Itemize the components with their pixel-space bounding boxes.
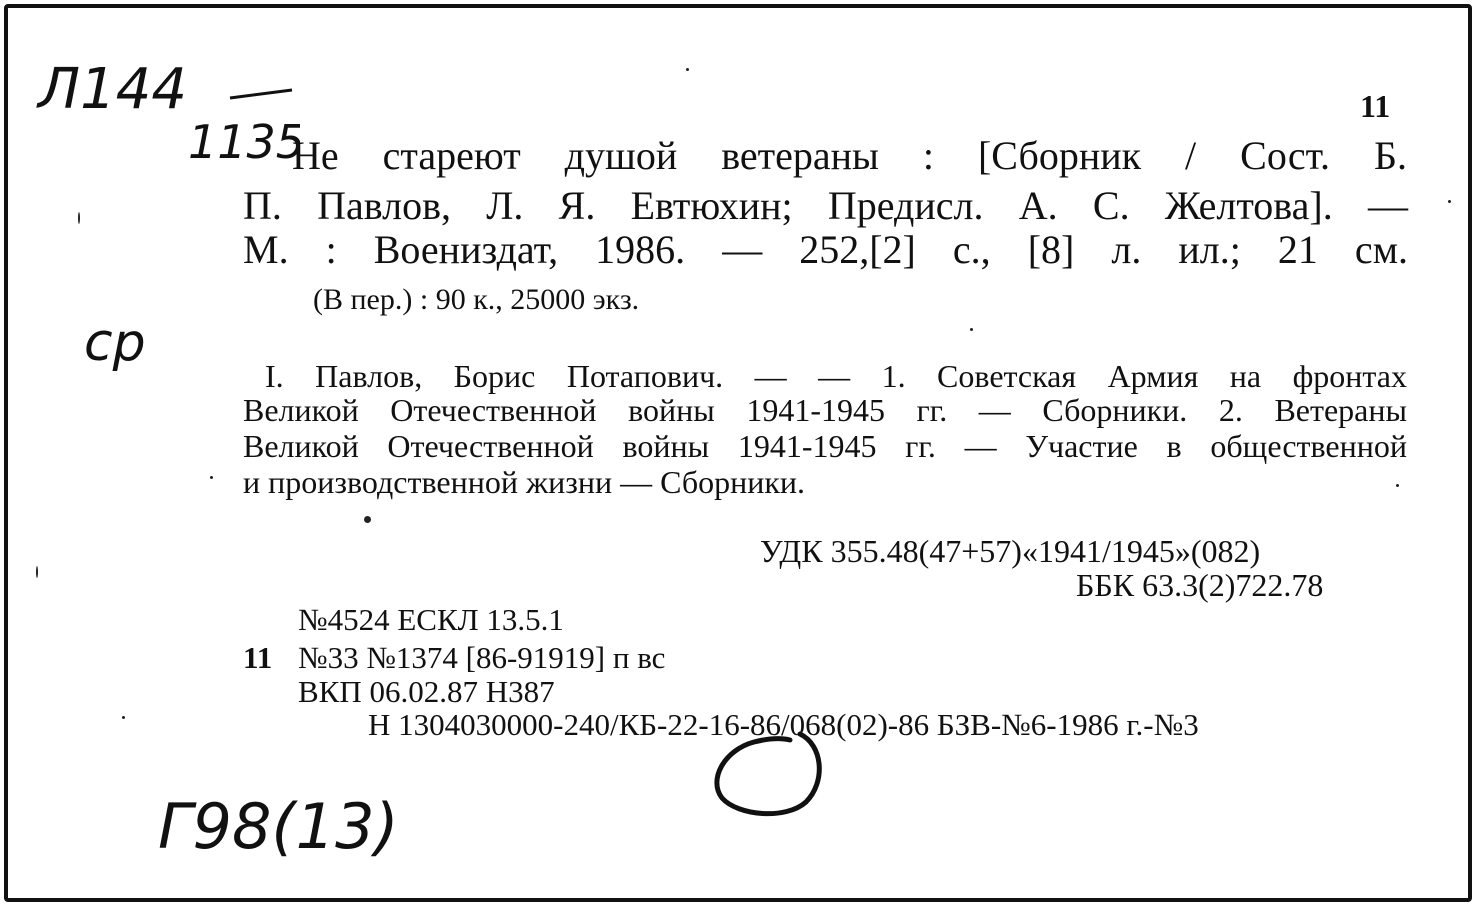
title-line-2: П. Павлов, Л. Я. Евтюхин; Предисл. А. С. Желтова]. — xyxy=(243,183,1408,228)
speck xyxy=(686,68,689,71)
speck xyxy=(122,716,125,719)
handwritten-mark-bottom xyxy=(150,770,430,880)
handwritten-mark-left-drawing xyxy=(78,300,168,380)
speck xyxy=(210,476,213,479)
price-line: (В пер.) : 90 к., 25000 экз. xyxy=(313,283,640,316)
service-line-1: №4524 ЕСКЛ 13.5.1 xyxy=(298,602,564,637)
bbk-line: ББК 63.3(2)722.78 xyxy=(1076,567,1324,603)
mark-bottom-text: Г98(13) xyxy=(158,790,399,863)
speck xyxy=(78,212,80,224)
handwritten-shelfmark xyxy=(30,38,300,168)
shelfmark-top-text: Л144 xyxy=(38,57,187,122)
card-number: 11 xyxy=(1360,88,1391,124)
subject-line-4: и производственной жизни — Сборники. xyxy=(243,464,806,500)
shelfmark-sub-text: 1135 xyxy=(188,115,300,168)
handwritten-shelfmark-drawing xyxy=(30,38,300,168)
shelfmark-divider xyxy=(230,90,292,98)
subject-line-2: Великой Отечественной войны 1941-1945 гг. — Сборники. 2. Ветераны xyxy=(243,392,1407,428)
subject-line-3: Великой Отечественной войны 1941-1945 гг. — Участие в общественной xyxy=(243,428,1407,464)
service-line-2: №33 №1374 [86-91919] п вс xyxy=(298,640,666,675)
catalog-line: Н 1304030000-240/КБ-22-16-86/068(02)-86 БЗВ-№6-1986 г.-№3 xyxy=(368,707,1199,742)
udk-line: УДК 355.48(47+57)«1941/1945»(082) xyxy=(760,533,1261,569)
speck xyxy=(1448,200,1451,203)
handwritten-mark-left xyxy=(78,300,168,380)
speck xyxy=(1396,484,1399,487)
title-line-1: Не стареют душой ветераны : [Сборник / Сост. Б. xyxy=(292,133,1407,178)
speck xyxy=(364,516,371,523)
speck xyxy=(36,566,38,578)
service-line-3: ВКП 06.02.87 Н387 xyxy=(298,674,555,709)
title-line-3: М. : Воениздат, 1986. — 252,[2] с., [8] л. ил.; 21 см. xyxy=(243,227,1408,272)
service-number: 11 xyxy=(243,640,273,675)
mark-left-text: ср xyxy=(84,313,146,373)
speck xyxy=(970,328,973,331)
subject-line-1: I. Павлов, Борис Потапович. — — 1. Советская Армия на фронтах xyxy=(265,358,1407,394)
handwritten-mark-bottom-drawing xyxy=(150,770,430,880)
